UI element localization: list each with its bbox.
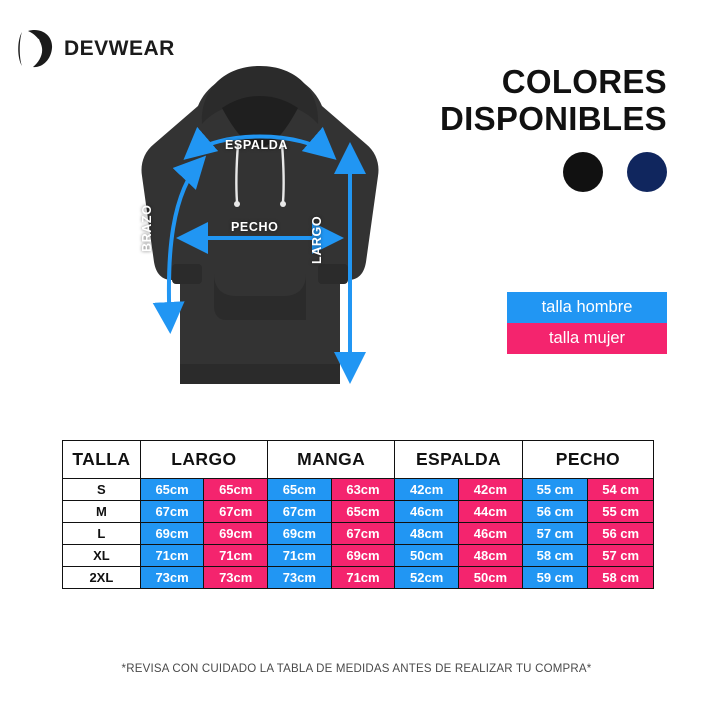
cell-largo-women: 65cm: [204, 479, 268, 501]
header-manga: MANGA: [268, 441, 395, 479]
cell-manga-men: 69cm: [268, 523, 332, 545]
footnote: *REVISA CON CUIDADO LA TABLA DE MEDIDAS ANTES DE REALIZAR TU COMPRA*: [121, 663, 592, 675]
label-brazo: BRAZO: [140, 204, 154, 252]
navy-swatch[interactable]: [627, 152, 667, 192]
cell-espalda-men: 46cm: [395, 501, 459, 523]
cell-largo-men: 71cm: [140, 545, 204, 567]
table-row: [63, 501, 654, 523]
cell-size-name: S: [63, 479, 141, 501]
cell-espalda-women: 48cm: [459, 545, 523, 567]
devwear-logo-icon: [16, 28, 56, 70]
cell-espalda-men: 42cm: [395, 479, 459, 501]
table-row: [63, 545, 654, 567]
cell-espalda-women: 50cm: [459, 567, 523, 589]
cell-pecho-women: 55 cm: [588, 501, 654, 523]
cell-pecho-women: 54 cm: [588, 479, 654, 501]
cell-espalda-men: 52cm: [395, 567, 459, 589]
size-legend: [507, 292, 667, 354]
label-largo: LARGO: [310, 215, 324, 264]
size-table-head: [63, 441, 654, 479]
cell-pecho-men: 58 cm: [522, 545, 588, 567]
cell-pecho-men: 57 cm: [522, 523, 588, 545]
header-largo: LARGO: [140, 441, 267, 479]
cell-size-name: 2XL: [63, 567, 141, 589]
size-table-body: [63, 479, 654, 589]
cell-pecho-women: 56 cm: [588, 523, 654, 545]
cell-pecho-women: 57 cm: [588, 545, 654, 567]
cell-largo-women: 71cm: [204, 545, 268, 567]
cell-espalda-women: 42cm: [459, 479, 523, 501]
cell-largo-men: 67cm: [140, 501, 204, 523]
cell-largo-women: 69cm: [204, 523, 268, 545]
black-swatch[interactable]: [563, 152, 603, 192]
cell-size-name: XL: [63, 545, 141, 567]
cell-size-name: M: [63, 501, 141, 523]
cell-pecho-men: 59 cm: [522, 567, 588, 589]
cell-manga-women: 69cm: [331, 545, 395, 567]
cell-manga-men: 65cm: [268, 479, 332, 501]
cell-espalda-men: 50cm: [395, 545, 459, 567]
cell-largo-women: 67cm: [204, 501, 268, 523]
cell-manga-men: 67cm: [268, 501, 332, 523]
legend-women: talla mujer: [507, 323, 667, 354]
table-header-row: [63, 441, 654, 479]
cell-espalda-men: 48cm: [395, 523, 459, 545]
cell-pecho-men: 55 cm: [522, 479, 588, 501]
colors-title-line2: DISPONIBLES: [439, 99, 667, 137]
brand-name: DEVWEAR: [64, 37, 175, 60]
label-pecho: PECHO: [231, 220, 279, 234]
cell-manga-men: 73cm: [268, 567, 332, 589]
available-colors-section: [440, 64, 667, 192]
header-espalda: ESPALDA: [395, 441, 522, 479]
cell-largo-men: 65cm: [140, 479, 204, 501]
cell-largo-men: 73cm: [140, 567, 204, 589]
cell-size-name: L: [63, 523, 141, 545]
cell-espalda-women: 46cm: [459, 523, 523, 545]
table-row: [63, 479, 654, 501]
colors-title-line1: COLORES: [501, 63, 667, 100]
table-row: [63, 523, 654, 545]
table-row: [63, 567, 654, 589]
header-pecho: PECHO: [522, 441, 653, 479]
label-espalda: ESPALDA: [225, 138, 289, 152]
cell-manga-women: 63cm: [331, 479, 395, 501]
cell-manga-men: 71cm: [268, 545, 332, 567]
cell-largo-women: 73cm: [204, 567, 268, 589]
color-swatch-list: [440, 152, 667, 192]
legend-men: talla hombre: [507, 292, 667, 323]
cell-manga-women: 65cm: [331, 501, 395, 523]
size-table-wrapper: [62, 440, 654, 589]
hoodie-diagram: [110, 52, 410, 402]
size-table: [62, 440, 654, 589]
cell-espalda-women: 44cm: [459, 501, 523, 523]
cell-manga-women: 67cm: [331, 523, 395, 545]
cell-pecho-men: 56 cm: [522, 501, 588, 523]
cell-largo-men: 69cm: [140, 523, 204, 545]
header-talla: TALLA: [63, 441, 141, 479]
cell-pecho-women: 58 cm: [588, 567, 654, 589]
cell-manga-women: 71cm: [331, 567, 395, 589]
